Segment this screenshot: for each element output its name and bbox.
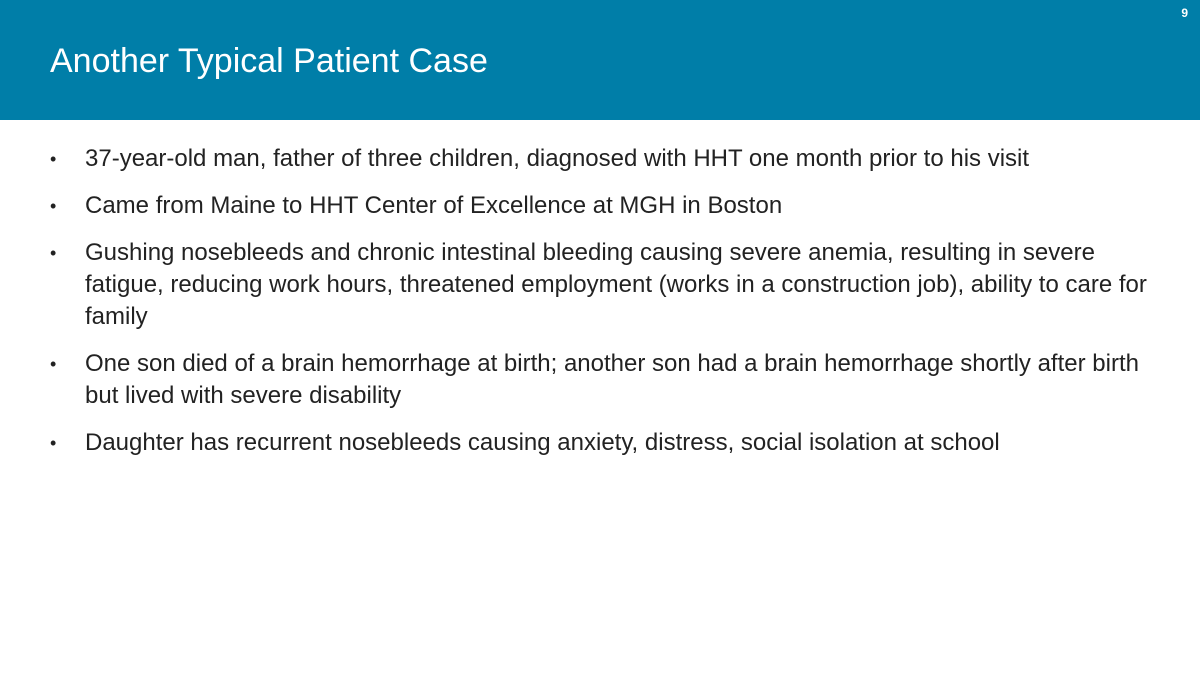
bullet-text: Gushing nosebleeds and chronic intestinal bleeding causing severe anemia, resulting in severe fatigue, reducing work hours, threatened employment (works in a construction job), ability to care for family [85,239,1147,330]
bullet-dot-icon: • [50,149,57,169]
bullet-text: 37-year-old man, father of three children, diagnosed with HHT one month prior to his visit [85,145,1030,172]
slide-page-number: 9 [1181,6,1188,20]
slide-header [0,0,1200,120]
bullet-text: One son died of a brain hemorrhage at birth; another son had a brain hemorrhage shortly after birth but lived with severe disability [85,350,1139,409]
bullet-item [50,427,1160,459]
bullet-text: Came from Maine to HHT Center of Excellence at MGH in Boston [85,192,783,219]
bullet-list [50,143,1160,474]
slide-title: Another Typical Patient Case [50,42,488,80]
bullet-item [50,237,1160,333]
bullet-item [50,143,1160,175]
bullet-dot-icon: • [50,433,57,453]
bullet-dot-icon: • [50,196,57,216]
bullet-item [50,348,1160,412]
bullet-dot-icon: • [50,243,57,263]
bullet-item [50,190,1160,222]
bullet-dot-icon: • [50,354,57,374]
bullet-text: Daughter has recurrent nosebleeds causing anxiety, distress, social isolation at school [85,429,1000,456]
